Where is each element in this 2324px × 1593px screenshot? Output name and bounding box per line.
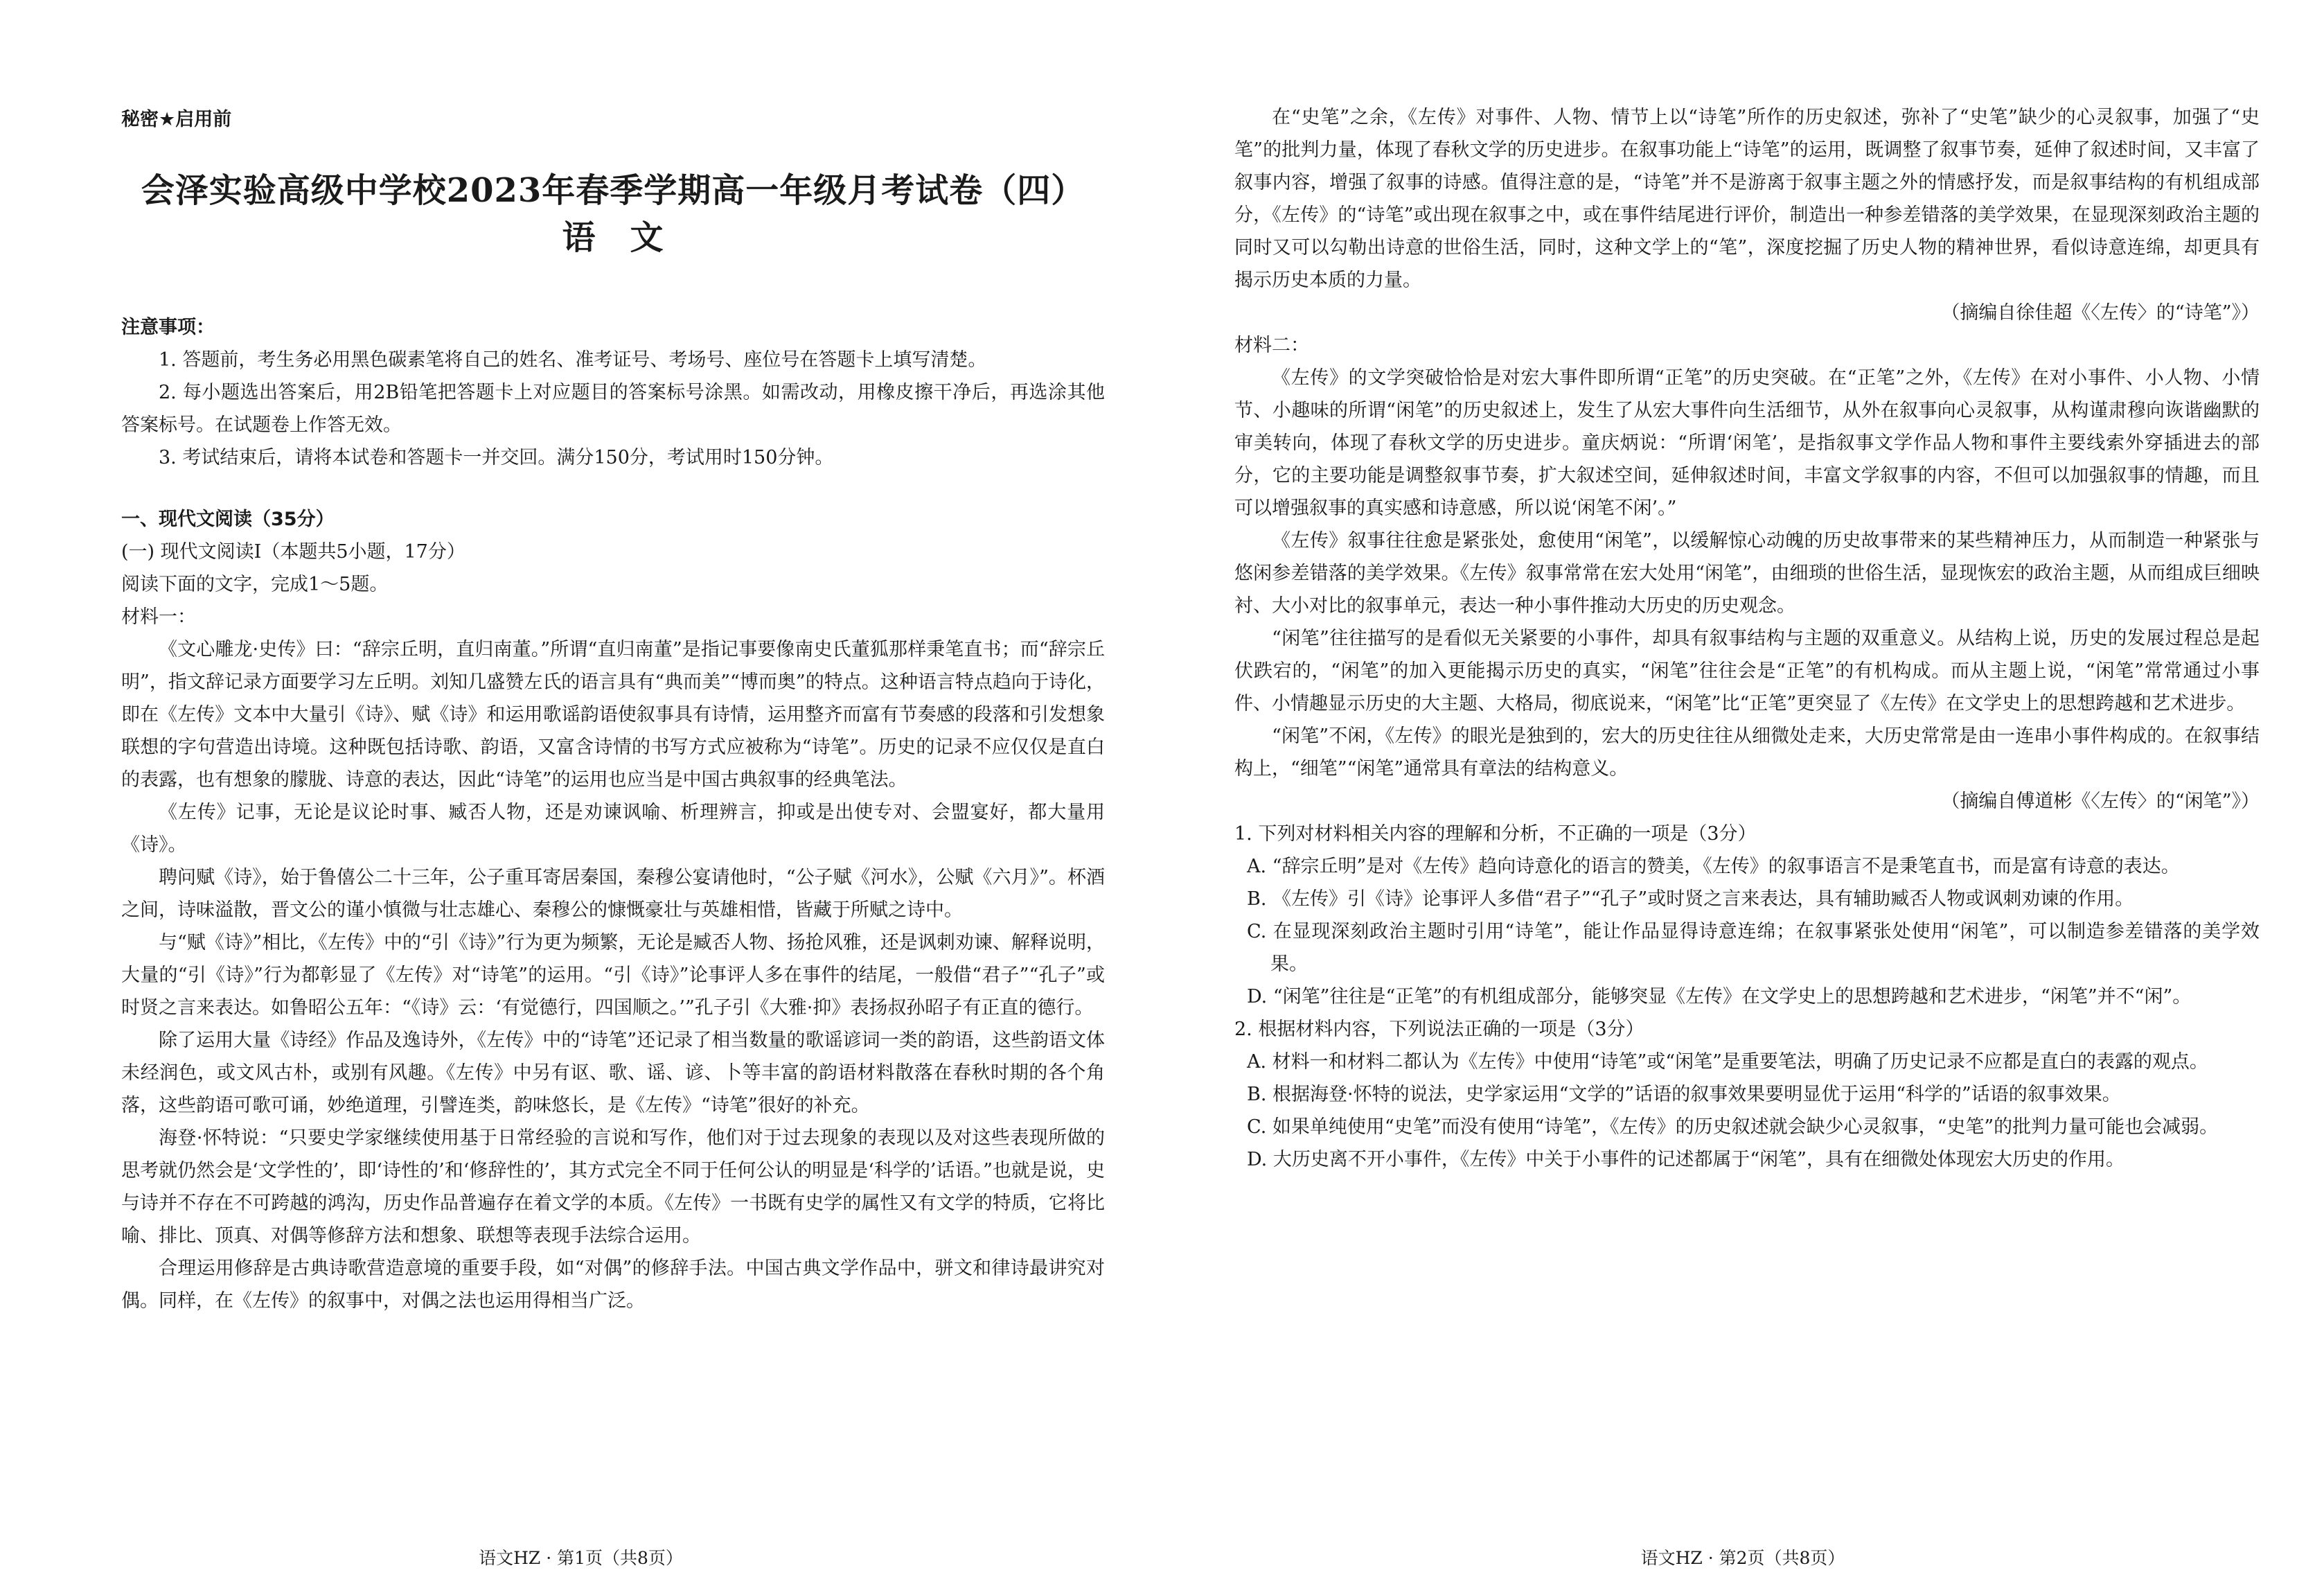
notice-item: 1. 答题前，考生务必用黑色碳素笔将自己的姓名、准考证号、考场号、座位号在答题卡上填写清楚。 <box>159 349 987 371</box>
page-1-footer: 语文HZ · 第1页（共8页） <box>479 1548 683 1568</box>
exam-subject: 语 文 <box>562 218 664 257</box>
material-1-label: 材料一： <box>121 606 196 628</box>
material-1-paragraph: 《文心雕龙·史传》曰：“辞宗丘明，直归南董。”所谓“直归南董”是指记事要像南史氏董狐那样秉笔直书；而“辞宗丘明”，指文辞记录方面要学习左丘明。刘知几盛赞左氏的语言具有“典而美”“博而奥”的特点。这种语言特点趋向于诗化，即在《左传》文本中大量引《诗》、赋《诗》和运用歌谣韵语使叙事具有诗情，运用整齐而富有节奏感的段落和引发想象联想的字句营造出诗境。这种既包括诗歌、韵语，又富含诗情的书写方式应被称为“诗笔”。历史的记录不应仅仅是直白的表露，也有想象的朦胧、诗意的表达，因此“诗笔”的运用也应当是中国古典叙事的经典笔法。 <box>121 639 1105 791</box>
notice-title: 注意事项： <box>121 317 215 338</box>
material-1-paragraph: 在“史笔”之余，《左传》对事件、人物、情节上以“诗笔”所作的历史叙述，弥补了“史笔”缺少的心灵叙事，加强了“史笔”的批判力量，体现了春秋文学的历史进步。在叙事功能上“诗笔”的运用，既调整了叙事节奏，延伸了叙述时间，又丰富了叙事内容，增强了叙事的诗感。值得注意的是，“诗笔”并不是游离于叙事主题之外的情感抒发，而是叙事结构的有机组成部分，《左传》的“诗笔”或出现在叙事之中，或在事件结尾进行评价，制造出一种参差错落的美学效果，在显现深刻政治主题的同时又可以勾勒出诗意的世俗生活，同时，这种文学上的“笔”，深度挖掘了历史人物的精神世界，看似诗意连绵，却更具有揭示历史本质的力量。 <box>1234 107 2260 291</box>
page-1-column <box>121 104 1105 1317</box>
question-1-option-d: D. “闲笔”往往是“正笔”的有机组成部分，能够突显《左传》在文学史上的思想跨越和艺术进步，“闲笔”并不“闲”。 <box>1247 986 2192 1007</box>
material-2-paragraph: 《左传》叙事往往愈是紧张处，愈使用“闲笔”，以缓解惊心动魄的历史故事带来的某些精神压力，从而制造一种紧张与悠闲参差错落的美学效果。《左传》叙事常常在宏大处用“闲笔”，由细琐的世俗生活，显现恢宏的政治主题，从而组成巨细映衬、大小对比的叙事单元，表达一种小事件推动大历史的历史观念。 <box>1234 530 2260 617</box>
page-2-footer: 语文HZ · 第2页（共8页） <box>1640 1548 1845 1568</box>
material-2-paragraph: “闲笔”不闲，《左传》的眼光是独到的，宏大的历史往往从细微处走来，大历史常常是由一连串小事件构成的。在叙事结构上，“细笔”“闲笔”通常具有章法的结构意义。 <box>1234 725 2260 780</box>
confidential-mark: 秘密★启用前 <box>121 109 232 130</box>
reading-instruction: 阅读下面的文字，完成1～5题。 <box>121 574 389 595</box>
question-2-option-b: B. 根据海登·怀特的说法，史学家运用“文学的”话语的叙事效果要明显优于运用“科学的”话语的叙事效果。 <box>1247 1084 2121 1105</box>
question-2-stem: 2. 根据材料内容，下列说法正确的一项是（3分） <box>1234 1019 1644 1040</box>
material-1-paragraph: 海登·怀特说：“只要史学家继续使用基于日常经验的言说和写作，他们对于过去现象的表现以及对这些表现所做的思考就仍然会是‘文学性的’，即‘诗性的’和‘修辞性的’，其方式完全不同于任何公认的明显是‘科学的’话语。”也就是说，史与诗并不存在不可跨越的鸿沟，历史作品普遍存在着文学的本质。《左传》一书既有史学的属性又有文学的特质，它将比喻、排比、顶真、对偶等修辞方法和想象、联想等表现手法综合运用。 <box>121 1127 1105 1247</box>
question-1-option-c: C. 在显现深刻政治主题时引用“诗笔”，能让作品显得诗意连绵；在叙事紧张处使用“闲笔”，可以制造参差错落的美学效果。 <box>1247 921 2260 975</box>
material-1-source: （摘编自徐佳超《〈左传〉的“诗笔”》） <box>1941 302 2260 324</box>
material-2-paragraph: 《左传》的文学突破恰恰是对宏大事件即所谓“正笔”的历史突破。在“正笔”之外，《左传》在对小事件、小人物、小情节、小趣味的所谓“闲笔”的历史叙述上，发生了从宏大事件向生活细节，从外在叙事向心灵叙事，从构谨肃穆向诙谐幽默的审美转向，体现了春秋文学的历史进步。童庆炳说：“所谓‘闲笔’，是指叙事文学作品人物和事件主要线索外穿插进去的部分，它的主要功能是调整叙事节奏，扩大叙述空间，延伸叙述时间，丰富文学叙事的内容，不但可以加强叙事的情趣，而且可以增强叙事的真实感和诗意感，所以说‘闲笔不闲’。” <box>1234 367 2260 519</box>
material-2-paragraph: “闲笔”往往描写的是看似无关紧要的小事件，却具有叙事结构与主题的双重意义。从结构上说，历史的发展过程总是起伏跌宕的，“闲笔”的加入更能揭示历史的真实，“闲笔”往往会是“正笔”的有机构成。而从主题上说，“闲笔”常常通过小事件、小情趣显示历史的大主题、大格局，彻底说来，“闲笔”比“正笔”更突显了《左传》在文学史上的思想跨越和艺术进步。 <box>1234 628 2260 714</box>
notice-item: 2. 每小题选出答案后，用2B铅笔把答题卡上对应题目的答案标号涂黑。如需改动，用橡皮擦干净后，再选涂其他答案标号。在试题卷上作答无效。 <box>121 382 1105 436</box>
subsection-heading: (一) 现代文阅读Ⅰ（本题共5小题，17分） <box>121 541 465 563</box>
notice-item: 3. 考试结束后，请将本试卷和答题卡一并交回。满分150分，考试用时150分钟。 <box>159 447 834 468</box>
material-1-paragraph: 《左传》记事，无论是议论时事、臧否人物，还是劝谏讽喻、析理辨言，抑或是出使专对、会盟宴好，都大量用《诗》。 <box>121 802 1105 856</box>
page-2 <box>1162 0 2324 1593</box>
question-2-option-c: C. 如果单纯使用“史笔”而没有使用“诗笔”，《左传》的历史叙述就会缺少心灵叙事，“史笔”的批判力量可能也会减弱。 <box>1247 1116 2219 1138</box>
question-2-option-d: D. 大历史离不开小事件，《左传》中关于小事件的记述都属于“闲笔”，具有在细微处体现宏大历史的作用。 <box>1247 1149 2125 1170</box>
page-2-column <box>1234 101 2260 1176</box>
question-2-option-a: A. 材料一和材料二都认为《左传》中使用“诗笔”或“闲笔”是重要笔法，明确了历史记录不应都是直白的表露的观点。 <box>1247 1051 2208 1073</box>
material-1-paragraph: 合理运用修辞是古典诗歌营造意境的重要手段，如“对偶”的修辞手法。中国古典文学作品中，骈文和律诗最讲究对偶。同样，在《左传》的叙事中，对偶之法也运用得相当广泛。 <box>121 1258 1105 1312</box>
material-2-label: 材料二： <box>1234 335 1309 356</box>
question-1-option-b: B. 《左传》引《诗》论事评人多借“君子”“孔子”或时贤之言来表达，具有辅助臧否人物或讽刺劝谏的作用。 <box>1247 888 2134 910</box>
material-1-paragraph: 与“赋《诗》”相比，《左传》中的“引《诗》”行为更为频繁，无论是臧否人物、扬抢风雅，还是讽刺劝谏、解释说明，大量的“引《诗》”行为都彰显了《左传》对“诗笔”的运用。“引《诗》”论事评人多在事件的结尾，一般借“君子”“孔子”或时贤之言来表达。如鲁昭公五年：“《诗》云：‘有觉德行，四国顺之。’”孔子引《大雅·抑》表扬叔孙昭子有正直的德行。 <box>121 932 1105 1019</box>
exam-title: 会泽实验高级中学校2023年春季学期高一年级月考试卷（四） <box>141 171 1085 210</box>
question-1-option-a: A. “辞宗丘明”是对《左传》趋向诗意化的语言的赞美，《左传》的叙事语言不是秉笔直书，而是富有诗意的表达。 <box>1247 856 2180 877</box>
material-1-paragraph: 聘问赋《诗》，始于鲁僖公二十三年，公子重耳寄居秦国，秦穆公宴请他时，“公子赋《河水》，公赋《六月》”。杯酒之间，诗味溢散，晋文公的谨小慎微与壮志雄心、秦穆公的慷慨豪壮与英雄相惜，皆藏于所赋之诗中。 <box>121 867 1105 921</box>
section-heading: 一、现代文阅读（35分） <box>121 509 335 530</box>
question-1-stem: 1. 下列对材料相关内容的理解和分析，不正确的一项是（3分） <box>1234 823 1757 845</box>
material-1-paragraph: 除了运用大量《诗经》作品及逸诗外，《左传》中的“诗笔”还记录了相当数量的歌谣谚词一类的韵语，这些韵语文体未经润色，或文风古朴，或别有风趣。《左传》中另有讴、歌、谣、谚、卜等丰富的韵语材料散落在春秋时期的各个角落，这些韵语可歌可诵，妙绝道理，引譬连类，韵味悠长，是《左传》“诗笔”很好的补充。 <box>121 1030 1105 1116</box>
material-2-source: （摘编自傅道彬《〈左传〉的“闲笔”》） <box>1941 791 2260 812</box>
